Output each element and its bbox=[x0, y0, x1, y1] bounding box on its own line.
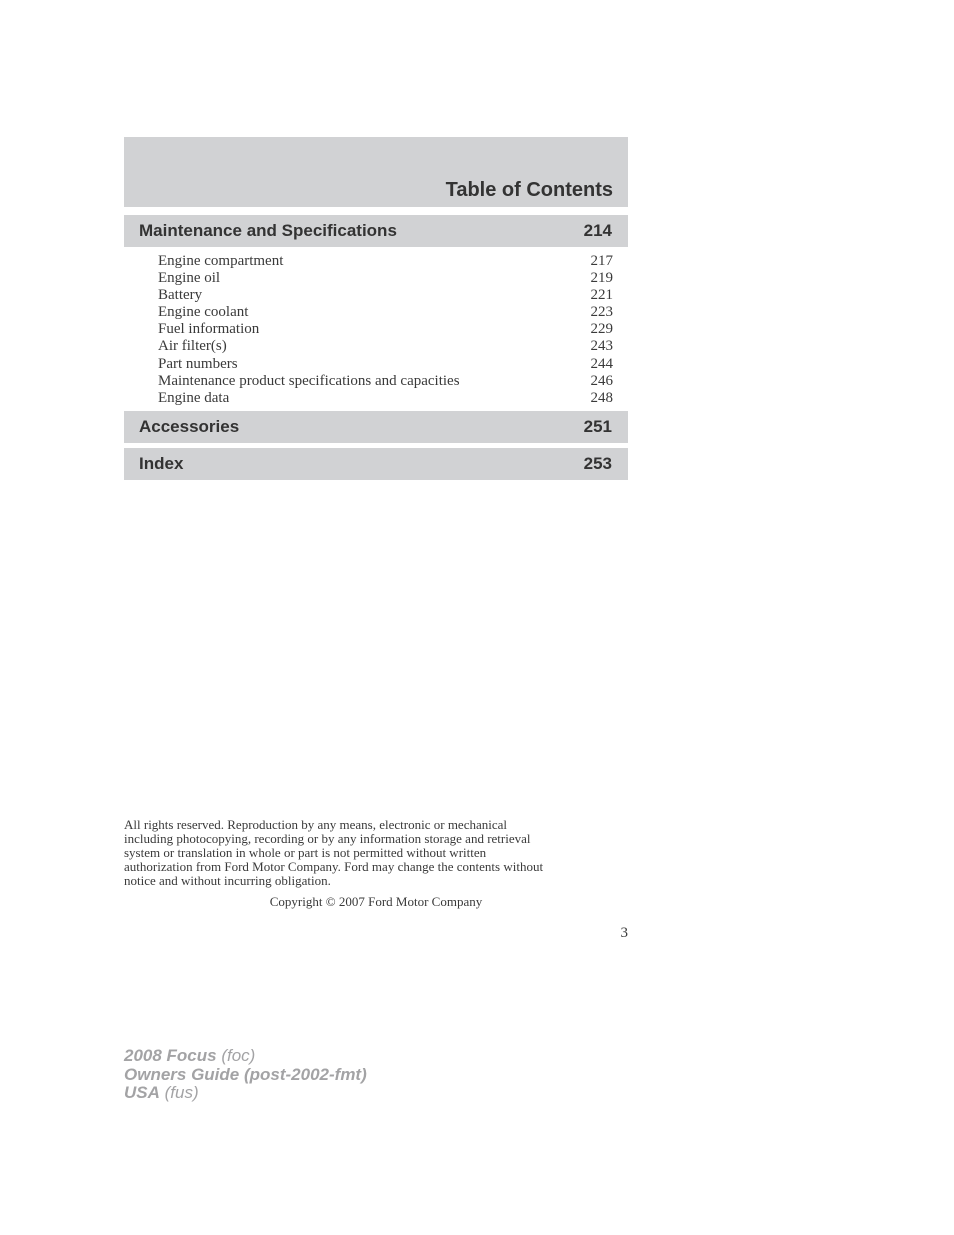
toc-entry[interactable] bbox=[158, 356, 613, 373]
section-label: Accessories bbox=[139, 417, 240, 436]
document-footer bbox=[124, 1047, 367, 1103]
entry-page: 229 bbox=[590, 321, 613, 338]
footer-line-2 bbox=[124, 1066, 367, 1085]
entry-page: 246 bbox=[590, 372, 613, 389]
footer-market: USA bbox=[124, 1083, 160, 1102]
toc-entry[interactable] bbox=[158, 304, 613, 321]
footer-line-1 bbox=[124, 1047, 367, 1066]
section-page: 214 bbox=[583, 221, 612, 240]
toc-entry[interactable] bbox=[158, 287, 613, 304]
legal-line: including photocopying, recording or by any information storage and retrieval bbox=[124, 831, 531, 846]
legal-line: system or translation in whole or part is not permitted without written bbox=[124, 845, 487, 860]
entry-page: 221 bbox=[590, 287, 613, 304]
page-title: Table of Contents bbox=[445, 179, 613, 201]
entry-page: 223 bbox=[590, 304, 613, 321]
toc-entry[interactable] bbox=[158, 373, 613, 390]
entry-label: Part numbers bbox=[158, 355, 238, 372]
entry-page: 243 bbox=[590, 338, 613, 355]
section-page: 251 bbox=[583, 417, 612, 436]
entry-label: Air filter(s) bbox=[158, 338, 227, 355]
entry-label: Engine compartment bbox=[158, 253, 284, 269]
legal-notice bbox=[124, 818, 634, 888]
entry-label: Battery bbox=[158, 287, 203, 304]
section-index[interactable] bbox=[124, 448, 628, 480]
entry-page: 244 bbox=[590, 355, 613, 372]
entry-label: Maintenance product specifications and capacities bbox=[158, 372, 460, 389]
footer-market-code: (fus) bbox=[164, 1083, 199, 1102]
section-accessories[interactable] bbox=[124, 411, 628, 443]
copyright-line: Copyright © 2007 Ford Motor Company bbox=[269, 894, 483, 909]
entry-label: Engine data bbox=[158, 389, 230, 406]
page-number: 3 bbox=[620, 925, 628, 941]
legal-line: notice and without incurring obligation. bbox=[124, 873, 331, 888]
footer-line-3 bbox=[124, 1084, 367, 1103]
toc-header bbox=[124, 137, 628, 207]
footer-model-code: (foc) bbox=[221, 1046, 256, 1065]
entry-page: 219 bbox=[590, 270, 613, 287]
toc-entries bbox=[158, 253, 613, 407]
section-page: 253 bbox=[583, 454, 612, 473]
entry-page: 217 bbox=[590, 253, 613, 269]
footer-guide: Owners Guide (post-2002-fmt) bbox=[124, 1064, 367, 1084]
section-label: Maintenance and Specifications bbox=[139, 221, 397, 240]
entry-label: Engine oil bbox=[158, 270, 221, 287]
entry-label: Engine coolant bbox=[158, 304, 249, 321]
legal-line: authorization from Ford Motor Company. Ford may change the contents without bbox=[124, 859, 544, 874]
toc-entry[interactable] bbox=[158, 338, 613, 355]
toc-entry[interactable] bbox=[158, 253, 613, 270]
entry-label: Fuel information bbox=[158, 321, 260, 338]
footer-model: 2008 Focus bbox=[124, 1046, 217, 1065]
toc-entry[interactable] bbox=[158, 390, 613, 407]
toc-entry[interactable] bbox=[158, 321, 613, 338]
section-label: Index bbox=[139, 454, 184, 473]
toc-entry[interactable] bbox=[158, 270, 613, 287]
entry-page: 248 bbox=[590, 389, 613, 406]
legal-line: All rights reserved. Reproduction by any means, electronic or mechanical bbox=[124, 817, 508, 832]
section-maintenance[interactable] bbox=[124, 215, 628, 247]
